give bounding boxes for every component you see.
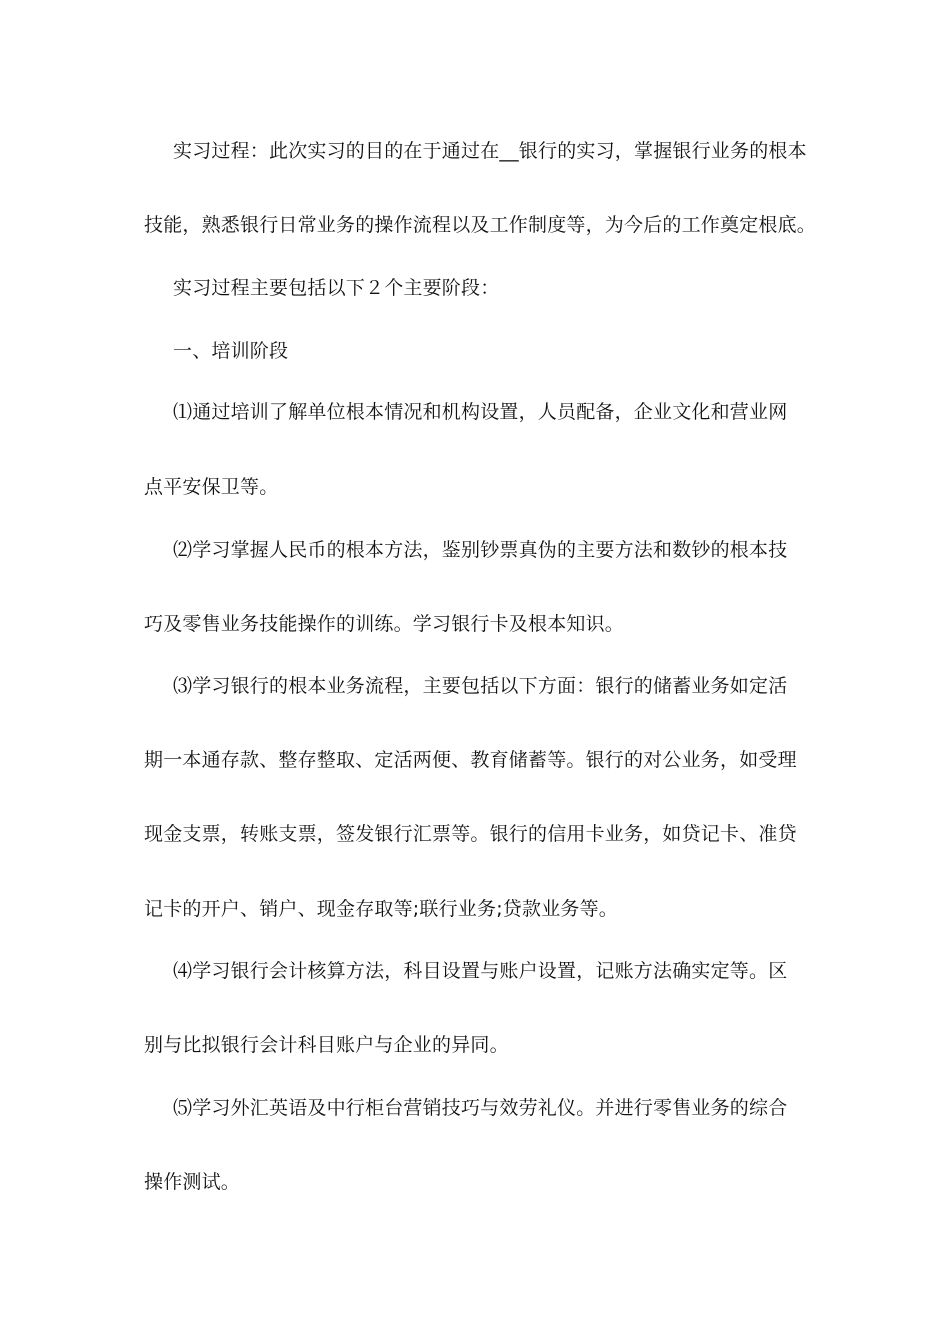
paragraph-line: 期一本通存款、整存整取、定活两便、教育储蓄等。银行的对公业务，如受理 bbox=[144, 749, 797, 771]
paragraph-line: 巧及零售业务技能操作的训练。学习银行卡及根本知识。 bbox=[144, 613, 625, 635]
paragraph-line: 记卡的开户、销户、现金存取等;联行业务;贷款业务等。 bbox=[144, 898, 619, 920]
paragraph-line: 实习过程：此次实习的目的在于通过在__银行的实习，掌握银行业务的根本 bbox=[173, 140, 807, 162]
paragraph-line: 点平安保卫等。 bbox=[144, 476, 279, 498]
paragraph-line: ⑵学习掌握人民币的根本方法，鉴别钞票真伪的主要方法和数钞的根本技 bbox=[173, 539, 788, 561]
paragraph-line: 操作测试。 bbox=[144, 1171, 241, 1193]
section-heading: 一、培训阶段 bbox=[173, 340, 289, 362]
paragraph-line: 现金支票，转账支票，签发银行汇票等。银行的信用卡业务，如贷记卡、准贷 bbox=[144, 823, 797, 845]
paragraph-line: ⑴通过培训了解单位根本情况和机构设置，人员配备，企业文化和营业网 bbox=[173, 401, 788, 423]
paragraph-line: 技能，熟悉银行日常业务的操作流程以及工作制度等，为今后的工作奠定根底。 bbox=[144, 214, 817, 236]
paragraph-line: 实习过程主要包括以下２个主要阶段： bbox=[173, 277, 500, 299]
paragraph-line: 别与比拟银行会计科目账户与企业的异同。 bbox=[144, 1034, 509, 1056]
paragraph-line: ⑸学习外汇英语及中行柜台营销技巧与效劳礼仪。并进行零售业务的综合 bbox=[173, 1097, 788, 1119]
paragraph-line: ⑷学习银行会计核算方法，科目设置与账户设置，记账方法确实定等。区 bbox=[173, 960, 788, 982]
paragraph-line: ⑶学习银行的根本业务流程，主要包括以下方面：银行的储蓄业务如定活 bbox=[173, 675, 788, 697]
